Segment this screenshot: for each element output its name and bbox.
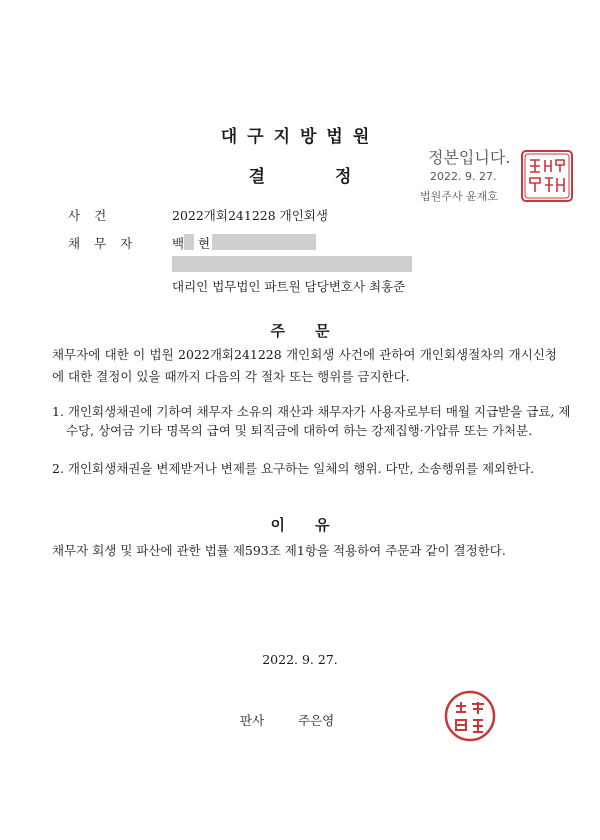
court-seal-icon xyxy=(521,150,573,202)
case-label: 사건 xyxy=(68,208,121,223)
reason-section-title: 이유 xyxy=(270,516,360,534)
redaction-bar xyxy=(184,234,194,250)
certification-officer: 법원주사 윤재호 xyxy=(420,190,498,203)
signature-date: 2022. 9. 27. xyxy=(262,652,338,667)
order-item-1: 1. 개인회생채권에 기하여 채무자 소유의 재산과 채무자가 사용자로부터 매월 지급받을 급료, 제수당, 상여금 기타 명목의 급여 및 퇴직금에 대하여 하는 강제집행·가압류 또는 가처분. xyxy=(52,404,571,438)
debtor-name-first: 백 xyxy=(172,236,185,251)
judge-label: 판사 xyxy=(240,713,265,728)
document-type-title: 결정 xyxy=(248,167,422,187)
order-section-title: 주문 xyxy=(270,322,360,340)
reason-paragraph: 채무자 회생 및 파산에 관한 법률 제593조 제1항을 적용하여 주문과 같이 결정한다. xyxy=(52,543,506,558)
judge-seal-icon xyxy=(444,690,496,742)
redaction-bar xyxy=(172,256,412,272)
certification-date: 2022. 9. 27. xyxy=(430,170,497,183)
redaction-bar xyxy=(212,234,316,250)
debtor-label: 채무자 xyxy=(68,236,147,251)
certified-copy-label: 정본입니다. xyxy=(428,148,511,167)
case-number: 2022개회241228 개인회생 xyxy=(172,208,328,223)
court-name: 대구지방법원 xyxy=(220,127,380,147)
judge-name: 주은영 xyxy=(298,713,335,728)
order-item-2: 2. 개인회생채권을 변제받거나 변제를 요구하는 일체의 행위. 다만, 소송행위를 제외한다. xyxy=(52,461,535,476)
representative: 대리인 법무법인 파트원 담당변호사 최홍준 xyxy=(172,279,406,294)
order-paragraph: 채무자에 대한 이 법원 2022개회241228 개인회생 사건에 관하여 개인회생절차의 개시신청에 대한 결정이 있을 때까지 다음의 각 절차 또는 행위를 금지한다. xyxy=(52,347,557,384)
debtor-name-last: 현 xyxy=(198,236,211,251)
